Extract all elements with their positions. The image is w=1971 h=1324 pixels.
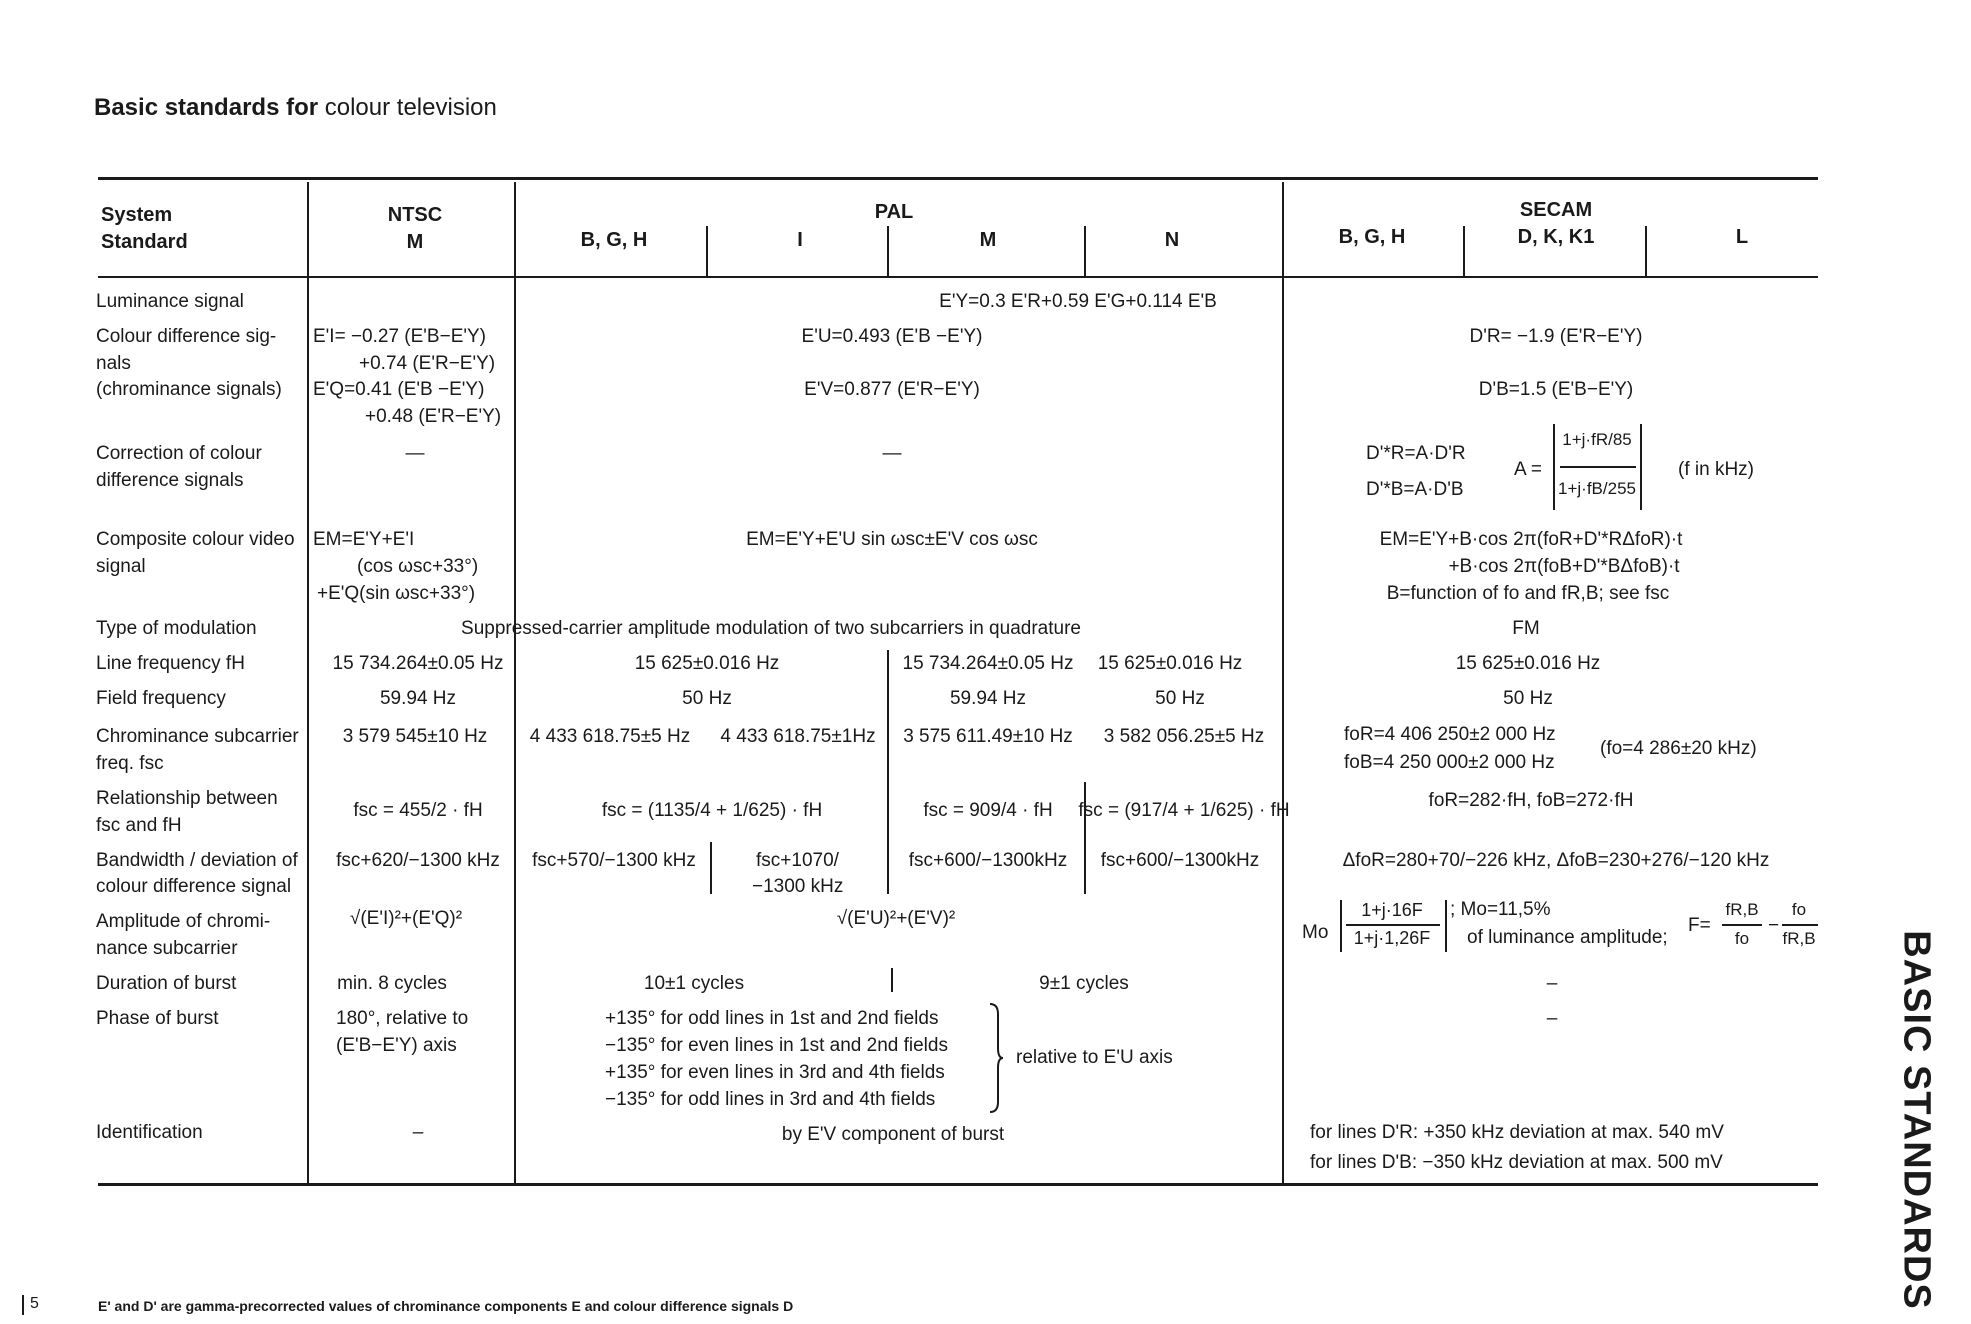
pal-identification: by E'V component of burst <box>781 1124 1005 1145</box>
secam-correction-r: D'*R=A·D'R <box>1366 443 1466 464</box>
secam-correction-b: D'*B=A·D'B <box>1366 479 1464 500</box>
secam-burst-phase: – <box>1546 1008 1558 1029</box>
pal-burst-duration-b: 9±1 cycles <box>1039 973 1129 994</box>
ntsc-burst-phase-2: (E'B−E'Y) axis <box>336 1035 457 1056</box>
secam-correction-den: 1+j·fB/255 <box>1558 479 1636 498</box>
pal-i-bandwidth-2: −1300 kHz <box>752 876 844 897</box>
luminance-formula: E'Y=0.3 E'R+0.59 E'G+0.114 E'B <box>939 291 1217 312</box>
pal-m-subcarrier: 3 575 611.49±10 Hz <box>903 726 1073 747</box>
row-label-identification: Identification <box>96 1122 203 1143</box>
ntsc-colour-diff-4: +0.48 (E'R−E'Y) <box>365 406 502 427</box>
ntsc-colour-diff-2: +0.74 (E'R−E'Y) <box>359 353 496 374</box>
pal-n-subcarrier: 3 582 056.25±5 Hz <box>1103 726 1265 747</box>
sub-rule-pal-m <box>887 226 889 276</box>
header-pal-bgh: B, G, H <box>580 229 648 251</box>
secam-correction-a: A = <box>1514 459 1542 480</box>
ntsc-composite-3: +E'Q(sin ωsc+33°) <box>317 583 476 604</box>
table-bottom-rule <box>98 1183 1818 1186</box>
ntsc-composite-2: (cos ωsc+33°) <box>357 556 479 577</box>
col-rule-pal <box>514 182 516 1185</box>
page-title: Basic standards for colour television <box>94 94 497 121</box>
secam-subcarrier-b: foB=4 250 000±2 000 Hz <box>1344 752 1555 773</box>
secam-amplitude-den: 1+j·1,26F <box>1353 928 1431 948</box>
header-secam-dk: D, K, K1 <box>1517 226 1595 248</box>
pal-m-field-freq: 59.94 Hz <box>949 688 1027 709</box>
sub-rule-secam-dk <box>1463 226 1465 276</box>
row-label-bandwidth-1: Bandwidth / deviation of <box>96 850 298 871</box>
row-label-burst-phase: Phase of burst <box>96 1008 219 1029</box>
secam-composite-1: EM=E'Y+B·cos 2π(foR+D'*RΔfoR)·t <box>1379 529 1683 550</box>
secam-amplitude-minus: − <box>1768 915 1780 936</box>
pal-colour-diff-v: E'V=0.877 (E'R−E'Y) <box>804 379 980 400</box>
pal-n-field-freq: 50 Hz <box>1155 688 1205 709</box>
row-label-composite-2: signal <box>96 556 146 577</box>
pal-n-relationship: fsc = (917/4 + 1/625) · fH <box>1078 800 1290 821</box>
row-label-relationship-2: fsc and fH <box>96 815 182 836</box>
secam-amplitude-mo-value: ; Mo=11,5% <box>1450 899 1551 920</box>
header-pal-i: I <box>797 229 803 251</box>
header-pal-m: M <box>979 229 997 251</box>
row-label-line-freq: Line frequency fH <box>96 653 245 674</box>
pal-m-bandwidth: fsc+600/−1300kHz <box>908 850 1068 871</box>
secam-amplitude-f: F= <box>1688 915 1711 936</box>
sub-rule-burst <box>891 968 893 992</box>
secam-amplitude-frb-num: fR,B <box>1725 900 1759 919</box>
sub-rule-pal-i <box>706 226 708 276</box>
pal-m-relationship: fsc = 909/4 · fH <box>923 800 1053 821</box>
secam-abs-left <box>1553 424 1555 510</box>
secam-relationship: foR=282·fH, foB=272·fH <box>1428 790 1634 811</box>
ntsc-subcarrier: 3 579 545±10 Hz <box>342 726 488 747</box>
table-top-rule <box>98 177 1818 180</box>
header-ntsc: NTSC <box>387 204 443 226</box>
pal-burst-phase-4: −135° for odd lines in 3rd and 4th fields <box>605 1089 936 1110</box>
pal-bgh-i-field-freq: 50 Hz <box>682 688 732 709</box>
header-pal-n: N <box>1164 229 1180 251</box>
pal-bgh-bandwidth: fsc+570/−1300 kHz <box>532 850 696 871</box>
header-secam: SECAM <box>1519 199 1593 221</box>
secam-correction-unit: (f in kHz) <box>1678 459 1754 480</box>
pal-burst-phase-relative: relative to E'U axis <box>1016 1047 1173 1068</box>
ntsc-colour-diff-3: E'Q=0.41 (E'B −E'Y) <box>313 379 485 400</box>
page-number: 5 <box>30 1295 39 1312</box>
pal-correction: — <box>882 443 902 464</box>
secam-composite-3: B=function of fo and fR,B; see fsc <box>1386 583 1670 604</box>
sub-rule-secam-l <box>1645 226 1647 276</box>
secam-modulation: FM <box>1512 618 1540 639</box>
ntsc-line-freq: 15 734.264±0.05 Hz <box>332 653 504 674</box>
ntsc-identification: – <box>412 1122 424 1143</box>
ntsc-amplitude: √(E'I)²+(E'Q)² <box>349 908 463 929</box>
secam-amplitude-abs-right <box>1445 900 1447 952</box>
secam-subcarrier-r: foR=4 406 250±2 000 Hz <box>1344 724 1556 745</box>
ntsc-composite-1: EM=E'Y+E'I <box>313 529 415 550</box>
ntsc-burst-phase-1: 180°, relative to <box>336 1008 469 1029</box>
pal-burst-phase-2: −135° for even lines in 1st and 2nd fields <box>605 1035 948 1056</box>
secam-amplitude-num: 1+j·16F <box>1361 900 1423 920</box>
row-label-subcarrier-2: freq. fsc <box>96 753 164 774</box>
secam-identification-1: for lines D'R: +350 kHz deviation at max. 540 mV <box>1310 1122 1724 1143</box>
row-label-correction-1: Correction of colour <box>96 443 262 464</box>
secam-composite-2: +B·cos 2π(foB+D'*BΔfoB)·t <box>1448 556 1680 577</box>
secam-line-freq: 15 625±0.016 Hz <box>1455 653 1601 674</box>
secam-burst-duration: – <box>1546 973 1558 994</box>
pal-bgh-i-line-freq: 15 625±0.016 Hz <box>634 653 780 674</box>
page-edge-bar <box>22 1295 24 1315</box>
row-label-subcarrier-1: Chrominance subcarrier <box>96 726 299 747</box>
side-label: BASIC STANDARDS <box>1895 930 1938 1310</box>
header-system: System <box>101 204 173 226</box>
pal-bgh-subcarrier: 4 433 618.75±5 Hz <box>529 726 691 747</box>
col-rule-secam <box>1282 182 1284 1185</box>
pal-i-subcarrier: 4 433 618.75±1Hz <box>720 726 876 747</box>
secam-amplitude-fo-den: fo <box>1734 929 1750 948</box>
secam-amplitude-fo-num: fo <box>1791 900 1807 919</box>
secam-bandwidth: ΔfoR=280+70/−226 kHz, ΔfoB=230+276/−120 kHz <box>1342 850 1770 871</box>
ntsc-field-freq: 59.94 Hz <box>379 688 457 709</box>
row-label-bandwidth-2: colour difference signal <box>96 876 292 897</box>
row-label-modulation: Type of modulation <box>96 618 257 639</box>
row-label-burst-duration: Duration of burst <box>96 973 237 994</box>
secam-field-freq: 50 Hz <box>1503 688 1553 709</box>
secam-amplitude-mo: Mo <box>1302 922 1329 943</box>
pal-composite: EM=E'Y+E'U sin ωsc±E'V cos ωsc <box>746 529 1038 550</box>
row-label-correction-2: difference signals <box>96 470 244 491</box>
col-rule-ntsc <box>307 182 309 1185</box>
row-label-colour-diff-2: nals <box>96 353 131 374</box>
row-label-amplitude-2: nance subcarrier <box>96 938 238 959</box>
sub-rule-pal-body-m <box>887 650 889 894</box>
ntsc-colour-diff-1: E'I= −0.27 (E'B−E'Y) <box>313 326 487 347</box>
ntsc-relationship: fsc = 455/2 · fH <box>353 800 483 821</box>
header-standard: Standard <box>101 231 188 253</box>
pal-burst-phase-1: +135° for odd lines in 1st and 2nd fields <box>605 1008 939 1029</box>
secam-amplitude-luminance: of luminance amplitude; <box>1467 927 1668 948</box>
sub-rule-pal-n <box>1084 226 1086 276</box>
secam-colour-diff-r: D'R= −1.9 (E'R−E'Y) <box>1469 326 1643 347</box>
header-ntsc-m: M <box>406 231 424 253</box>
row-label-relationship-1: Relationship between <box>96 788 278 809</box>
pal-burst-phase-brace <box>988 1002 1004 1114</box>
header-pal: PAL <box>874 201 914 223</box>
ntsc-pal-modulation: Suppressed-carrier amplitude modulation of two subcarriers in quadrature <box>461 618 1081 639</box>
pal-i-bandwidth-1: fsc+1070/ <box>756 850 839 871</box>
pal-burst-duration-a: 10±1 cycles <box>643 973 745 994</box>
secam-colour-diff-b: D'B=1.5 (E'B−E'Y) <box>1478 379 1634 400</box>
header-bottom-rule <box>98 276 1818 278</box>
row-label-composite-1: Composite colour video <box>96 529 295 550</box>
pal-bgh-i-relationship: fsc = (1135/4 + 1/625) · fH <box>601 800 823 821</box>
pal-m-line-freq: 15 734.264±0.05 Hz <box>902 653 1074 674</box>
secam-amplitude-abs-left <box>1340 900 1342 952</box>
secam-abs-right <box>1640 424 1642 510</box>
footnote: E' and D' are gamma-precorrected values of chrominance components E and colour difference signals D <box>98 1298 794 1314</box>
pal-burst-phase-3: +135° for even lines in 3rd and 4th fields <box>605 1062 945 1083</box>
secam-amplitude-frb-den: fR,B <box>1782 929 1816 948</box>
row-label-amplitude-1: Amplitude of chromi- <box>96 911 271 932</box>
row-label-colour-diff-3: (chrominance signals) <box>96 379 282 400</box>
header-secam-bgh: B, G, H <box>1338 226 1406 248</box>
pal-colour-diff-u: E'U=0.493 (E'B −E'Y) <box>801 326 983 347</box>
pal-amplitude: √(E'U)²+(E'V)² <box>836 908 956 929</box>
secam-identification-2: for lines D'B: −350 kHz deviation at max. 500 mV <box>1310 1152 1723 1173</box>
ntsc-correction: — <box>405 443 425 464</box>
secam-correction-num: 1+j·fR/85 <box>1562 430 1632 449</box>
pal-n-bandwidth: fsc+600/−1300kHz <box>1100 850 1260 871</box>
ntsc-burst-duration: min. 8 cycles <box>337 973 447 994</box>
ntsc-bandwidth: fsc+620/−1300 kHz <box>336 850 500 871</box>
row-label-colour-diff-1: Colour difference sig- <box>96 326 277 347</box>
secam-subcarrier-fo: (fo=4 286±20 kHz) <box>1600 738 1757 759</box>
row-label-field-freq: Field frequency <box>96 688 226 709</box>
header-secam-l: L <box>1735 226 1749 248</box>
row-label-luminance: Luminance signal <box>96 291 244 312</box>
secam-correction-fraction-bar <box>1560 466 1636 468</box>
sub-rule-pal-body-i <box>710 842 712 894</box>
pal-n-line-freq: 15 625±0.016 Hz <box>1097 653 1243 674</box>
